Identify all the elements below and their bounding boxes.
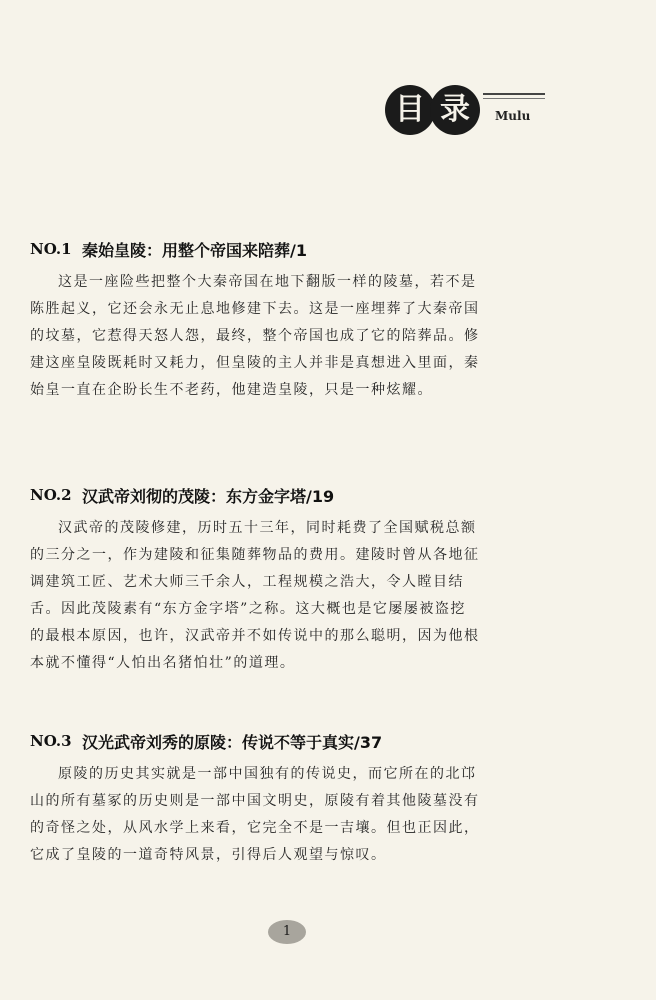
toc-entry-heading[interactable] bbox=[30, 484, 480, 510]
toc-entry-number: NO.2 bbox=[30, 486, 72, 504]
toc-entry-title[interactable]: 秦始皇陵：用整个帝国来陪葬/1 bbox=[82, 241, 307, 260]
title-char-circle-2: 录 bbox=[430, 85, 480, 135]
header-subtitle: Mulu bbox=[495, 109, 531, 123]
toc-entry bbox=[30, 484, 480, 677]
toc-entry-summary: 汉武帝的茂陵修建，历时五十三年，同时耗费了全国赋税总额的三分之一，作为建陵和征集随葬物品的费用。建陵时曾从各地征调建筑工匠、艺术大师三千余人，工程规模之浩大，令人瞠目结舌。因此茂陵素有“东方金字塔”之称。这大概也是它屡屡被盗挖的最根本原因，也许，汉武帝并不如传说中的那么聪明，因为他根本就不懂得“人怕出名猪怕壮”的道理。 bbox=[30, 520, 480, 671]
toc-entry-summary: 原陵的历史其实就是一部中国独有的传说史，而它所在的北邙山的所有墓冢的历史则是一部中国文明史，原陵有着其他陵墓没有的奇怪之处，从风水学上来看，它完全不是一吉壤。但也正因此，它成了皇陵的一道奇特风景，引得后人观望与惊叹。 bbox=[30, 766, 480, 863]
toc-entry-number: NO.3 bbox=[30, 732, 72, 750]
page-number-badge: 1 bbox=[268, 920, 306, 944]
header-rule bbox=[483, 93, 545, 102]
toc-entry bbox=[30, 730, 480, 869]
toc-entry-heading[interactable] bbox=[30, 730, 480, 756]
toc-entry-title[interactable]: 汉武帝刘彻的茂陵：东方金字塔/19 bbox=[82, 487, 335, 506]
toc-entry bbox=[30, 238, 480, 404]
header-rule-line bbox=[483, 93, 545, 95]
toc-entry-title[interactable]: 汉光武帝刘秀的原陵：传说不等于真实/37 bbox=[82, 733, 383, 752]
toc-entry-heading[interactable] bbox=[30, 238, 480, 264]
toc-entry-number: NO.1 bbox=[30, 240, 72, 258]
toc-entry-summary: 这是一座险些把整个大秦帝国在地下翻版一样的陵墓，若不是陈胜起义，它还会永无止息地修建下去。这是一座埋葬了大秦帝国的坟墓，它惹得天怒人怨，最终，整个帝国也成了它的陪葬品。修建这座皇陵既耗时又耗力，但皇陵的主人并非是真想进入里面，秦始皇一直在企盼长生不老药，他建造皇陵，只是一种炫耀。 bbox=[30, 274, 480, 398]
header-rule-line bbox=[483, 98, 545, 99]
title-char-circle-1: 目 bbox=[385, 85, 435, 135]
